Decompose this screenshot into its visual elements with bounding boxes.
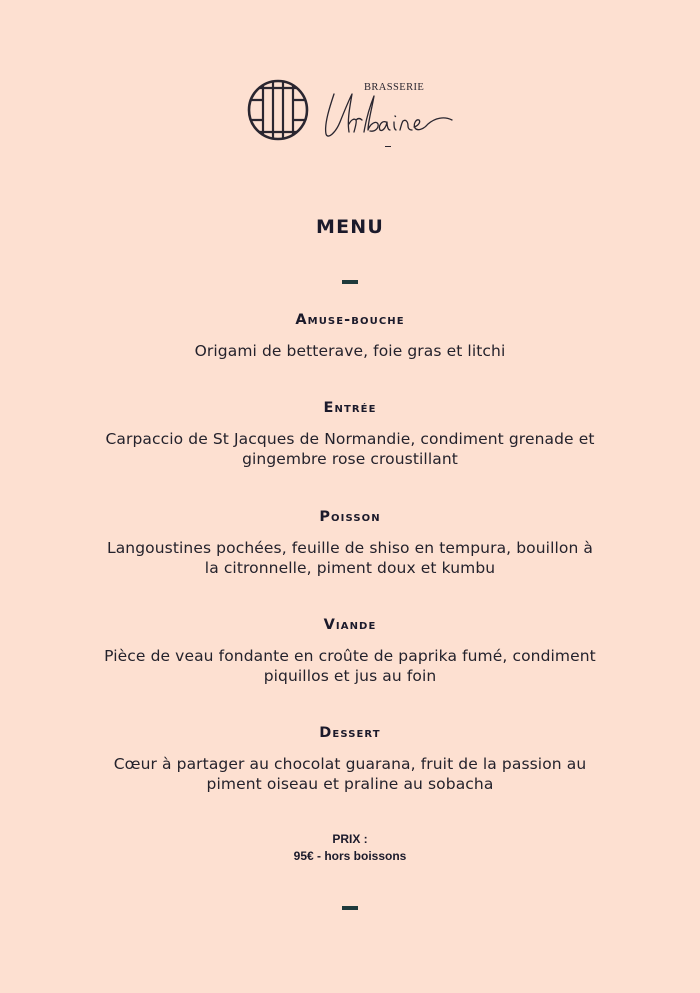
course-description-line: piment oiseau et praline au sobacha: [206, 775, 494, 793]
course-heading: Amuse-bouche: [295, 312, 405, 328]
course-description-line: gingembre rose croustillant: [242, 450, 458, 468]
course-heading: Entrée: [323, 400, 377, 416]
course-description-line: Langoustines pochées, feuille de shiso en tempura, bouillon à: [106, 539, 594, 557]
price-label: PRIX :: [332, 832, 368, 846]
course-description: [0, 429, 700, 469]
brand-small-dash: [385, 146, 391, 147]
course-description-line: Origami de betterave, foie gras et litchi: [194, 342, 506, 360]
course-description: [0, 341, 700, 361]
menu-title: MENU: [315, 216, 385, 238]
round-window-grid-logo-icon: [246, 78, 310, 142]
course-description-line: piquillos et jus au foin: [263, 667, 437, 685]
divider-dash-bottom: [342, 906, 358, 910]
course-poisson: [0, 508, 700, 578]
course-heading: Dessert: [319, 725, 381, 741]
course-amuse-bouche: [0, 311, 700, 361]
course-dessert: [0, 724, 700, 794]
course-description-line: Carpaccio de St Jacques de Normandie, condiment grenade et: [105, 430, 595, 448]
brand-top-label: BRASSERIE: [364, 82, 425, 93]
course-description: [0, 646, 700, 686]
course-description: [0, 754, 700, 794]
price-block: [0, 831, 700, 865]
course-description-line: Cœur à partager au chocolat guarana, fruit de la passion au: [113, 755, 587, 773]
course-description: [0, 538, 700, 578]
course-heading: Poisson: [319, 509, 381, 525]
divider-dash-top: [342, 280, 358, 284]
brand-script-wordmark: [320, 84, 465, 146]
course-entree: [0, 399, 700, 469]
brand-logo: [246, 76, 466, 156]
course-description-line: la citronnelle, piment doux et kumbu: [204, 559, 496, 577]
course-heading: Viande: [323, 617, 377, 633]
course-description-line: Pièce de veau fondante en croûte de paprika fumé, condiment: [104, 647, 596, 665]
course-viande: [0, 616, 700, 686]
price-value: 95€ - hors boissons: [293, 849, 407, 863]
